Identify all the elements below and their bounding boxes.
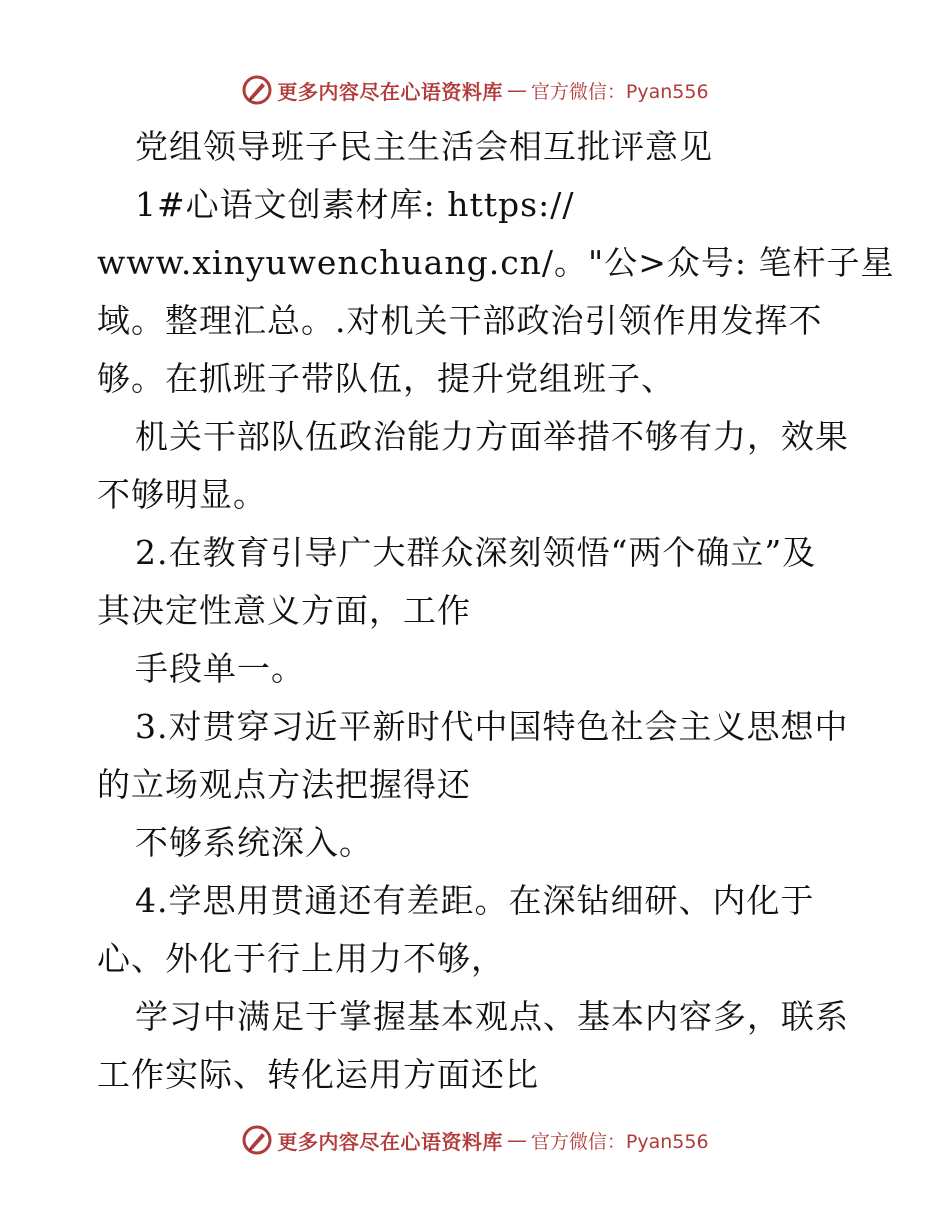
text-line: 域。整理汇总。.对机关干部政治引领作用发挥不 [97,301,823,340]
banner-main-text: 更多内容尽在心语资料库 [277,1129,503,1154]
text-line: 不够系统深入。 [135,823,373,862]
document-body [97,118,895,1104]
text-line: www.xinyuwenchuang.cn/。"公>众号: 笔杆子星 [97,243,895,282]
text-line: 手段单一。 [135,649,305,688]
text-line: 其决定性意义方面，工作 [97,591,471,630]
banner-separator: — [506,78,527,102]
banner-main-text: 更多内容尽在心语资料库 [277,79,503,104]
text-line: 4.学思用贯通还有差距。在深钻细研、内化于 [135,881,815,920]
text-line: 3.对贯穿习近平新时代中国特色社会主义思想中 [135,707,849,746]
text-line: 心、外化于行上用力不够， [97,939,505,978]
text-line: 工作实际、转化运用方面还比 [97,1055,539,1094]
document-title: 党组领导班子民主生活会相互批评意见 [135,127,713,166]
text-line: 学习中满足于掌握基本观点、基本内容多，联系 [135,997,849,1036]
text-line: 机关干部队伍政治能力方面举措不够有力，效果 [135,417,849,456]
banner-wechat-text: 官方微信：Pyan556 [530,1130,709,1153]
footer-banner [0,1120,950,1160]
header-banner [0,70,950,110]
text-line: 的立场观点方法把握得还 [97,765,471,804]
text-line: 2.在教育引导广大群众深刻领悟“两个确立”及 [135,533,817,572]
text-line: 够。在抓班子带队伍，提升党组班子、 [97,359,675,398]
text-line: 1#心语文创素材库: https:// [135,185,575,224]
text-line: 不够明显。 [97,475,267,514]
pen-logo-icon [241,1124,273,1156]
pen-logo-icon [241,74,273,106]
banner-wechat-text: 官方微信：Pyan556 [530,80,709,103]
banner-separator: — [506,1128,527,1152]
